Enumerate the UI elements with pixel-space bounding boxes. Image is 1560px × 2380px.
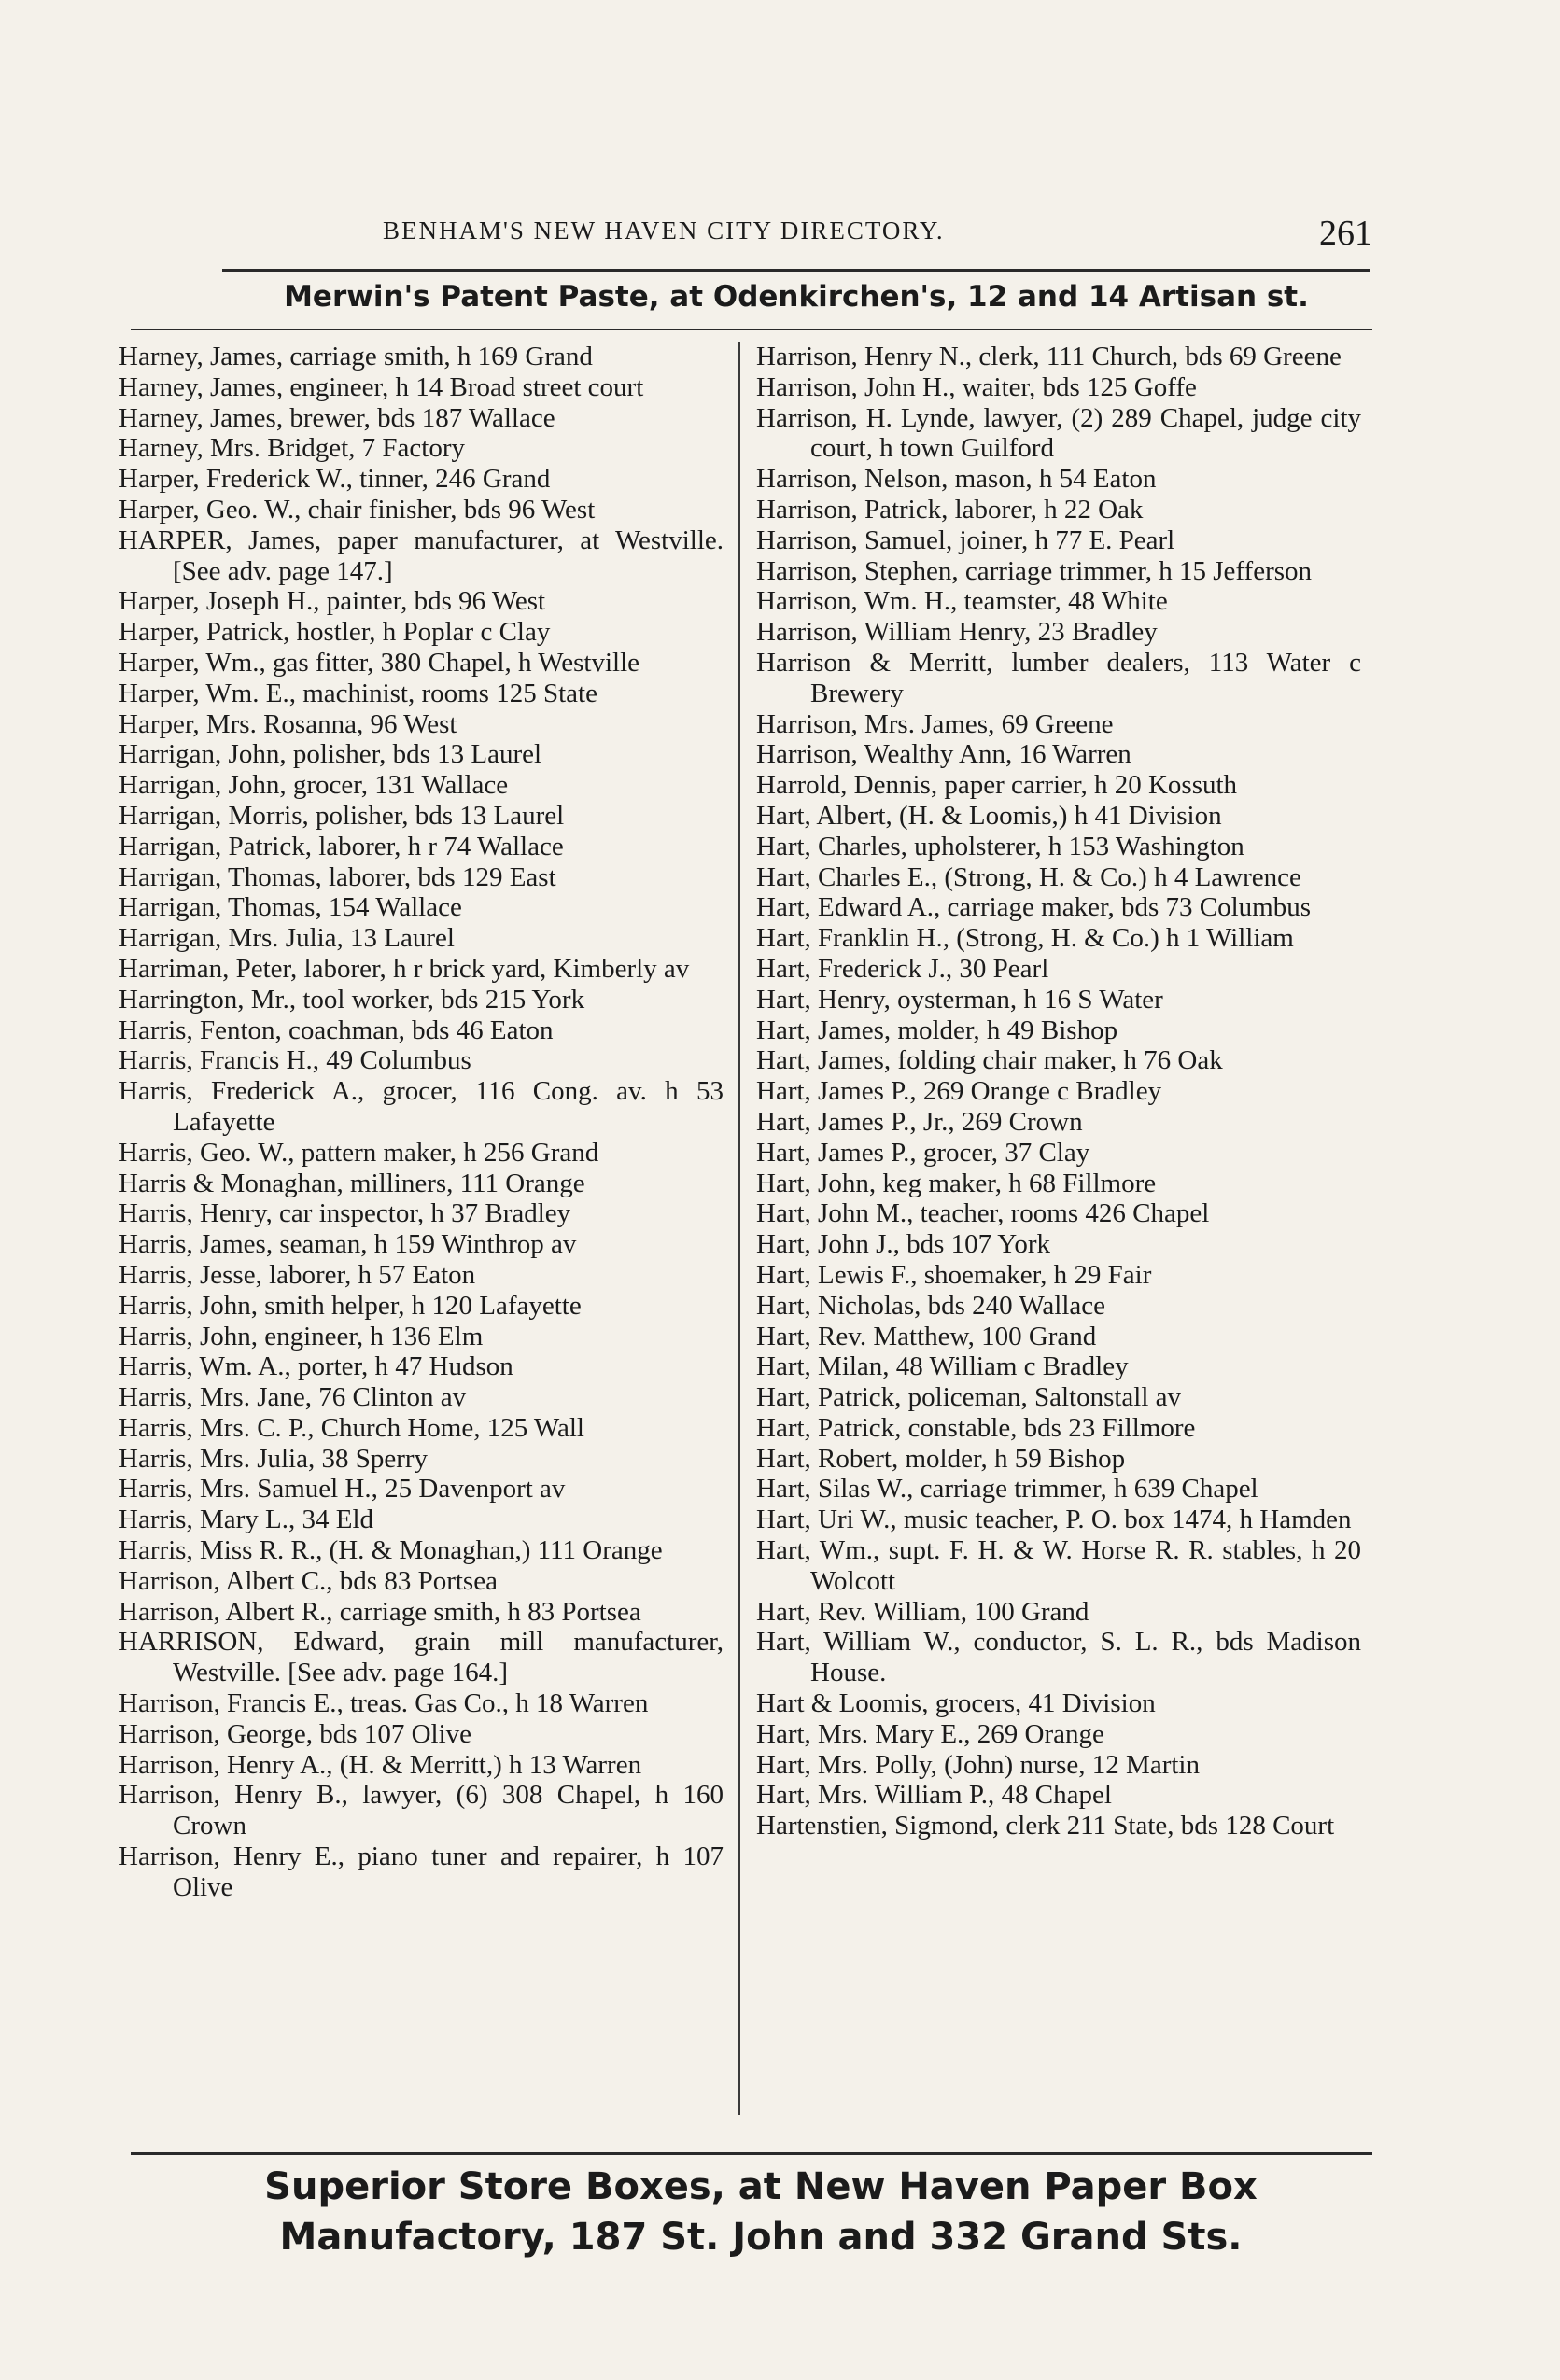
directory-entry: Hart, Mrs. Polly, (John) nurse, 12 Martin <box>756 1749 1200 1780</box>
directory-entry: HARPER, James, paper manufacturer, at Westville. [See adv. page 147.] <box>119 525 724 586</box>
directory-entry: Hart, Wm., supt. F. H. & W. Horse R. R. stables, h 20 Wolcott <box>756 1535 1361 1596</box>
directory-entry: Harper, Joseph H., painter, bds 96 West <box>119 586 546 617</box>
directory-entry: Harrington, Mr., tool worker, bds 215 York <box>119 984 585 1015</box>
directory-entry: Harrison, Patrick, laborer, h 22 Oak <box>756 494 1144 525</box>
directory-entry: Hart, Rev. Matthew, 100 Grand <box>756 1321 1097 1351</box>
directory-entry: Hart, Mrs. Mary E., 269 Orange <box>756 1718 1104 1749</box>
right-column <box>756 342 1361 1841</box>
running-head <box>121 213 1372 259</box>
directory-entry: Hartenstien, Sigmond, clerk 211 State, bds 128 Court <box>756 1811 1335 1841</box>
directory-entry: Harris, Frederick A., grocer, 116 Cong. av. h 53 Lafayette <box>119 1076 724 1137</box>
directory-entry: Harrison, Nelson, mason, h 54 Eaton <box>756 464 1157 495</box>
directory-entry: Harrigan, Morris, polisher, bds 13 Laurel <box>119 800 565 831</box>
directory-entry: Harris, Fenton, coachman, bds 46 Eaton <box>119 1015 554 1045</box>
directory-entry: Hart, Uri W., music teacher, P. O. box 1474, h Hamden <box>756 1505 1352 1535</box>
directory-entry: Harriman, Peter, laborer, h r brick yard, Kimberly av <box>119 953 690 984</box>
directory-entry: Hart, Albert, (H. & Loomis,) h 41 Division <box>756 800 1222 831</box>
left-column <box>119 342 724 1903</box>
directory-entry: Hart, John M., teacher, rooms 426 Chapel <box>756 1198 1210 1229</box>
directory-entry: Harris, James, seaman, h 159 Winthrop av <box>119 1229 577 1260</box>
bottom-advertisement: Superior Store Boxes, at New Haven Paper Box Manufactory, 187 St. John and 332 Grand Sts. <box>264 2165 1258 2259</box>
page-number: 261 <box>1319 214 1372 253</box>
footer-rule <box>131 2152 1372 2155</box>
directory-entry: Harrison, Henry B., lawyer, (6) 308 Chapel, h 160 Crown <box>119 1780 724 1841</box>
directory-entry: Harrison, George, bds 107 Olive <box>119 1718 472 1749</box>
directory-entry: Harrigan, John, grocer, 131 Wallace <box>119 770 509 801</box>
directory-entry: Harrison, Henry A., (H. & Merritt,) h 13 Warren <box>119 1749 642 1780</box>
directory-entry: Hart, James P., 269 Orange c Bradley <box>756 1076 1162 1107</box>
directory-entry: Harrigan, Mrs. Julia, 13 Laurel <box>119 923 455 954</box>
page-title: BENHAM'S NEW HAVEN CITY DIRECTORY. <box>383 217 945 245</box>
directory-entry: Harrison & Merritt, lumber dealers, 113 Water c Brewery <box>756 647 1361 708</box>
directory-entry: Harris, Mrs. Julia, 38 Sperry <box>119 1443 429 1474</box>
directory-entry: Harris, Miss R. R., (H. & Monaghan,) 111 Orange <box>119 1535 663 1566</box>
directory-entry: Harris, John, engineer, h 136 Elm <box>119 1321 484 1351</box>
directory-entry: Harrigan, Thomas, 154 Wallace <box>119 892 462 923</box>
directory-entry: Hart, Charles, upholsterer, h 153 Washington <box>756 831 1244 861</box>
directory-entry: Harney, Mrs. Bridget, 7 Factory <box>119 433 466 464</box>
directory-entry: Hart, Lewis F., shoemaker, h 29 Fair <box>756 1259 1152 1290</box>
directory-entry: Harper, Mrs. Rosanna, 96 West <box>119 708 457 739</box>
directory-entry: Harrison, Henry N., clerk, 111 Church, bds 69 Greene <box>756 342 1342 371</box>
directory-entry: Harris, Mary L., 34 Eld <box>119 1505 374 1535</box>
directory-entry: Harrold, Dennis, paper carrier, h 20 Kossuth <box>756 770 1238 801</box>
directory-entry: Harris, John, smith helper, h 120 Lafayette <box>119 1290 582 1321</box>
directory-entry: Hart, Edward A., carriage maker, bds 73 Columbus <box>756 892 1311 923</box>
directory-entry: Harrigan, Thomas, laborer, bds 129 East <box>119 861 556 892</box>
directory-entry: Hart, Charles E., (Strong, H. & Co.) h 4 Lawrence <box>756 861 1301 892</box>
directory-entry: Hart, William W., conductor, S. L. R., bds Madison House. <box>756 1627 1361 1688</box>
directory-entry: Hart, James, molder, h 49 Bishop <box>756 1015 1118 1045</box>
directory-entry: Harrison, Samuel, joiner, h 77 E. Pearl <box>756 525 1175 555</box>
top-advertisement: Merwin's Patent Paste, at Odenkirchen's, 12 and 14 Artisan st. <box>284 280 1309 314</box>
directory-entry: Harrigan, John, polisher, bds 13 Laurel <box>119 739 542 770</box>
directory-entry: Harper, Geo. W., chair finisher, bds 96 West <box>119 494 596 525</box>
directory-entry: Harris, Francis H., 49 Columbus <box>119 1045 471 1076</box>
directory-entry: Harrison, John H., waiter, bds 125 Goffe <box>756 371 1197 402</box>
directory-entry: Hart & Loomis, grocers, 41 Division <box>756 1688 1156 1719</box>
directory-entry: Harrison, Stephen, carriage trimmer, h 15 Jefferson <box>756 555 1313 586</box>
directory-entry: Hart, Silas W., carriage trimmer, h 639 Chapel <box>756 1474 1258 1505</box>
directory-entry: Harrison, Henry E., piano tuner and repairer, h 107 Olive <box>119 1841 724 1902</box>
header-rule <box>222 269 1370 272</box>
directory-entry: Hart, Robert, molder, h 59 Bishop <box>756 1443 1126 1474</box>
directory-entry: Harper, Wm., gas fitter, 380 Chapel, h Westville <box>119 647 640 678</box>
directory-entry: Hart, Nicholas, bds 240 Wallace <box>756 1290 1106 1321</box>
directory-entry: Hart, Franklin H., (Strong, H. & Co.) h 1 William <box>756 923 1294 954</box>
directory-entry: Hart, Patrick, policeman, Saltonstall av <box>756 1382 1182 1413</box>
directory-entry: Hart, Rev. William, 100 Grand <box>756 1596 1089 1627</box>
directory-entry: Harper, Patrick, hostler, h Poplar c Clay <box>119 617 551 648</box>
directory-entry: Harrison, Wealthy Ann, 16 Warren <box>756 739 1131 770</box>
directory-entry: Hart, James P., Jr., 269 Crown <box>756 1106 1083 1137</box>
directory-entry: Harrison, H. Lynde, lawyer, (2) 289 Chapel, judge city court, h town Guilford <box>756 402 1361 464</box>
directory-entry: Harrison, Mrs. James, 69 Greene <box>756 708 1114 739</box>
directory-entry: Hart, John J., bds 107 York <box>756 1229 1051 1260</box>
directory-entry: Harris, Mrs. Samuel H., 25 Davenport av <box>119 1474 566 1505</box>
directory-entry: Harrigan, Patrick, laborer, h r 74 Wallace <box>119 831 564 861</box>
directory-entry: Harris & Monaghan, milliners, 111 Orange <box>119 1168 585 1198</box>
directory-entry: Harrison, Albert C., bds 83 Portsea <box>119 1565 498 1596</box>
directory-entry: Harris, Geo. W., pattern maker, h 256 Grand <box>119 1137 599 1168</box>
ad-rule <box>131 329 1372 330</box>
directory-entry: Harrison, William Henry, 23 Bradley <box>756 617 1158 648</box>
directory-entry: Hart, Henry, oysterman, h 16 S Water <box>756 984 1163 1015</box>
directory-entry: Harney, James, engineer, h 14 Broad street court <box>119 371 644 402</box>
directory-entry: Harney, James, carriage smith, h 169 Grand <box>119 342 593 371</box>
directory-entry: Hart, James, folding chair maker, h 76 Oak <box>756 1045 1223 1076</box>
directory-entry: Hart, Frederick J., 30 Pearl <box>756 953 1049 984</box>
directory-entry: Harris, Mrs. C. P., Church Home, 125 Wall <box>119 1412 584 1443</box>
directory-entry: Harrison, Albert R., carriage smith, h 83 Portsea <box>119 1596 641 1627</box>
directory-entry: Hart, Mrs. William P., 48 Chapel <box>756 1780 1112 1811</box>
directory-entry: Hart, Patrick, constable, bds 23 Fillmore <box>756 1412 1196 1443</box>
directory-entry: HARRISON, Edward, grain mill manufacturer, Westville. [See adv. page 164.] <box>119 1627 724 1688</box>
directory-entry: Harper, Frederick W., tinner, 246 Grand <box>119 464 551 495</box>
directory-entry: Harris, Wm. A., porter, h 47 Hudson <box>119 1351 513 1382</box>
directory-entry: Harrison, Wm. H., teamster, 48 White <box>756 586 1168 617</box>
directory-entry: Hart, James P., grocer, 37 Clay <box>756 1137 1090 1168</box>
directory-entry: Harper, Wm. E., machinist, rooms 125 State <box>119 678 597 708</box>
directory-entry: Harris, Jesse, laborer, h 57 Eaton <box>119 1259 476 1290</box>
column-divider <box>738 342 740 2115</box>
directory-entry: Harrison, Francis E., treas. Gas Co., h 18 Warren <box>119 1688 649 1719</box>
directory-entry: Harris, Mrs. Jane, 76 Clinton av <box>119 1382 467 1413</box>
directory-entry: Hart, John, keg maker, h 68 Fillmore <box>756 1168 1157 1198</box>
directory-entry: Hart, Milan, 48 William c Bradley <box>756 1351 1129 1382</box>
directory-entry: Harney, James, brewer, bds 187 Wallace <box>119 402 555 433</box>
directory-entry: Harris, Henry, car inspector, h 37 Bradley <box>119 1198 571 1229</box>
